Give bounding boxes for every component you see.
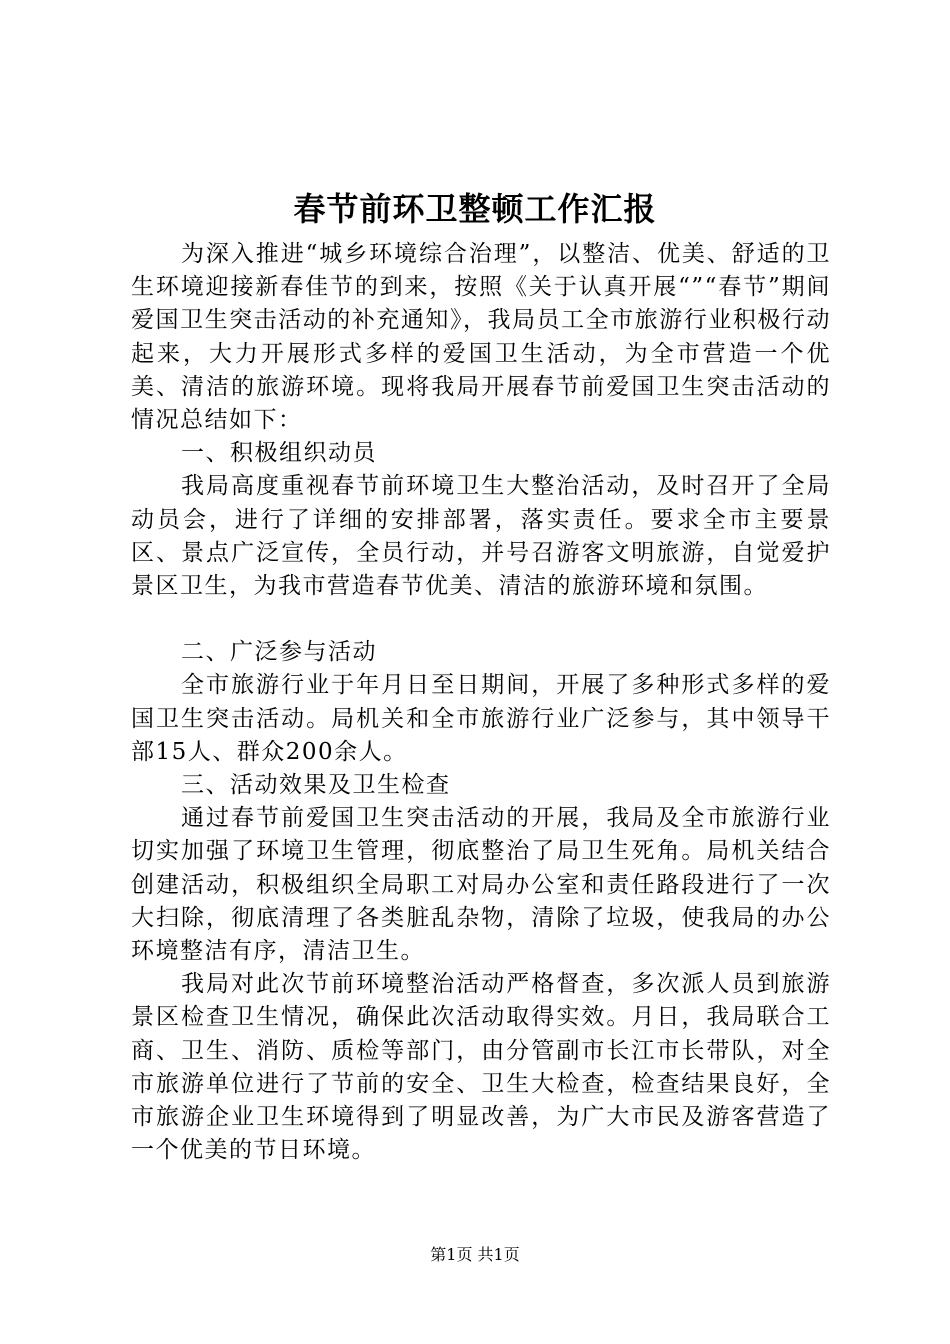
section-1-paragraph: 我局高度重视春节前环境卫生大整治活动，及时召开了全局动员会，进行了详细的安排部署，落实责任。要求全市主要景区、景点广泛宣传，全员行动，并号召游客文明旅游，自觉爱护景区卫生，为我市营造春节优美、清洁的旅游环境和氛围。 [131, 473, 831, 600]
blank-line [131, 603, 831, 636]
section-heading-1: 一、积极组织动员 [181, 440, 377, 467]
section-heading-2: 二、广泛参与活动 [181, 639, 377, 666]
section-3-paragraph-1: 通过春节前爱国卫生突击活动的开展，我局及全市旅游行业切实加强了环境卫生管理，彻底整治了局卫生死角。局机关结合创建活动，积极组织全局职工对局办公室和责任路段进行了一次大扫除，彻底清理了各类脏乱杂物，清除了垃圾，使我局的办公环境整洁有序，清洁卫生。 [131, 805, 831, 965]
document-body [131, 238, 831, 1167]
document-title: 春节前环卫整顿工作汇报 [293, 190, 657, 228]
section-heading-3: 三、活动效果及卫生检查 [181, 772, 451, 799]
page-number-footer: 第1页 共1页 [430, 1245, 520, 1264]
section-3-paragraph-2: 我局对此次节前环境整治活动严格督查，多次派人员到旅游景区检查卫生情况，确保此次活动取得实效。月日，我局联合工商、卫生、消防、质检等部门，由分管副市长江市长带队，对全市旅游单位进行了节前的安全、卫生大检查，检查结果良好，全市旅游企业卫生环境得到了明显改善，为广大市民及游客营造了一个优美的节日环境。 [131, 971, 831, 1164]
section-2-paragraph: 全市旅游行业于年月日至日期间，开展了多种形式多样的爱国卫生突击活动。局机关和全市旅游行业广泛参与，其中领导干部15人、群众200余人。 [131, 672, 831, 765]
intro-paragraph: 为深入推进“城乡环境综合治理”，以整洁、优美、舒适的卫生环境迎接新春佳节的到来，按照《关于认真开展“”“春节”期间爱国卫生突击活动的补充通知》，我局员工全市旅游行业积极行动起来，大力开展形式多样的爱国卫生活动，为全市营造一个优美、清洁的旅游环境。现将我局开展春节前爱国卫生突击活动的情况总结如下： [131, 241, 831, 434]
